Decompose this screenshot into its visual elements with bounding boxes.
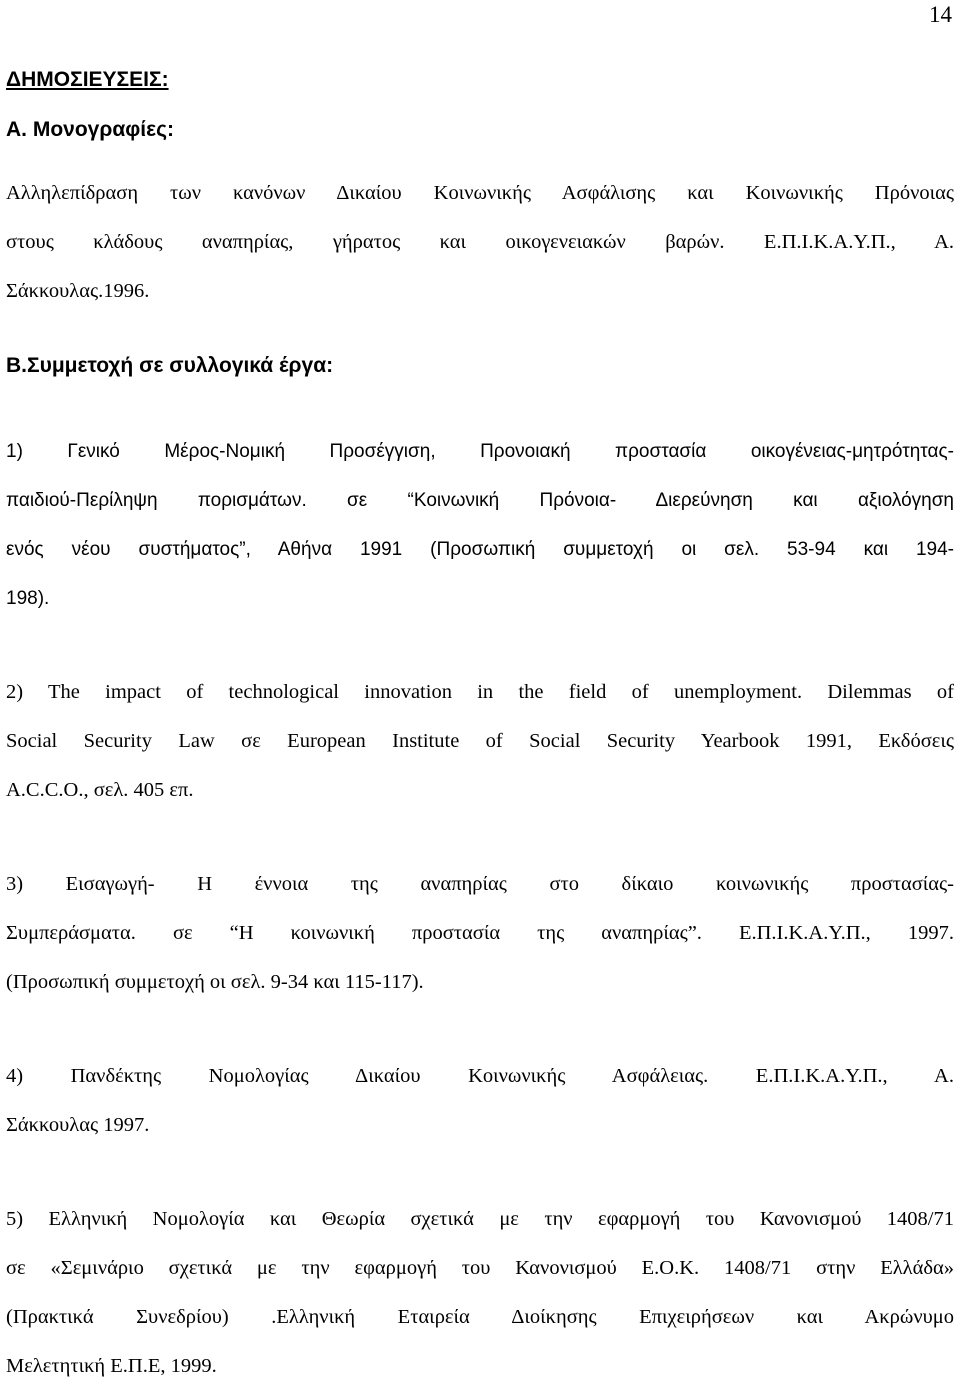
- item-line: 1) Γενικό Μέρος-Νομική Προσέγγιση, Προνοιακή προστασία οικογένειας-μητρότητας-: [6, 441, 954, 462]
- collective-work-item-1: [6, 427, 954, 623]
- collective-work-item-3: [6, 860, 954, 1007]
- item-line: 2) The impact of technological innovation in the field of unemployment. Dilemmas of: [6, 681, 954, 703]
- monograph-line: στους κλάδους αναπηρίας, γήρατος και οικογενειακών βαρών. Ε.Π.Ι.Κ.Α.Υ.Π., Α.: [6, 231, 954, 253]
- item-line: Σάκκουλας 1997.: [6, 1114, 150, 1136]
- monograph-line: Αλληλεπίδραση των κανόνων Δικαίου Κοινωνικής Ασφάλισης και Κοινωνικής Πρόνοιας: [6, 182, 954, 204]
- collective-work-item-2: [6, 668, 954, 815]
- monographs-heading: Α. Μονογραφίες:: [6, 118, 174, 141]
- item-line: σε «Σεμινάριο σχετικά με την εφαρμογή του Κανονισμού Ε.Ο.Κ. 1408/71 στην Ελλάδα»: [6, 1257, 954, 1279]
- item-line: ενός νέου συστήματος”, Αθήνα 1991 (Προσωπική συμμετοχή οι σελ. 53-94 και 194-: [6, 539, 954, 560]
- collective-work-item-4: [6, 1052, 954, 1150]
- document-body: [6, 68, 954, 1391]
- item-line: (Πρακτικά Συνεδρίου) .Ελληνική Εταιρεία Διοίκησης Επιχειρήσεων και Ακρώνυμο: [6, 1306, 954, 1328]
- collective-works-heading: Β.Συμμετοχή σε συλλογικά έργα:: [6, 354, 334, 377]
- item-line: 4) Πανδέκτης Νομολογίας Δικαίου Κοινωνικής Ασφάλειας. Ε.Π.Ι.Κ.Α.Υ.Π., Α.: [6, 1065, 954, 1087]
- item-line: (Προσωπική συμμετοχή οι σελ. 9-34 και 115-117).: [6, 971, 424, 993]
- collective-work-item-5: [6, 1195, 954, 1391]
- publications-heading: ΔΗΜΟΣΙΕΥΣΕΙΣ:: [6, 68, 169, 91]
- section-collective-works: [6, 354, 954, 1391]
- item-line: Μελετητική Ε.Π.Ε, 1999.: [6, 1355, 217, 1377]
- monograph-line: Σάκκουλας.1996.: [6, 280, 150, 302]
- item-line: Social Security Law σε European Institute of Social Security Yearbook 1991, Εκδόσεις: [6, 730, 954, 752]
- item-line: Συμπεράσματα. σε “Η κοινωνική προστασία της αναπηρίας”. Ε.Π.Ι.Κ.Α.Υ.Π., 1997.: [6, 922, 954, 944]
- item-line: 3) Εισαγωγή- Η έννοια της αναπηρίας στο δίκαιο κοινωνικής προστασίας-: [6, 873, 954, 895]
- item-line: 198).: [6, 588, 50, 609]
- page-number: 14: [929, 2, 952, 27]
- item-line: A.C.C.O., σελ. 405 επ.: [6, 779, 194, 801]
- section-monographs: [6, 118, 954, 316]
- item-line: 5) Ελληνική Νομολογία και Θεωρία σχετικά με την εφαρμογή του Κανονισμού 1408/71: [6, 1208, 954, 1230]
- item-line: παιδιού-Περίληψη πορισμάτων. σε “Κοινωνική Πρόνοια- Διερεύνηση και αξιολόγηση: [6, 490, 954, 511]
